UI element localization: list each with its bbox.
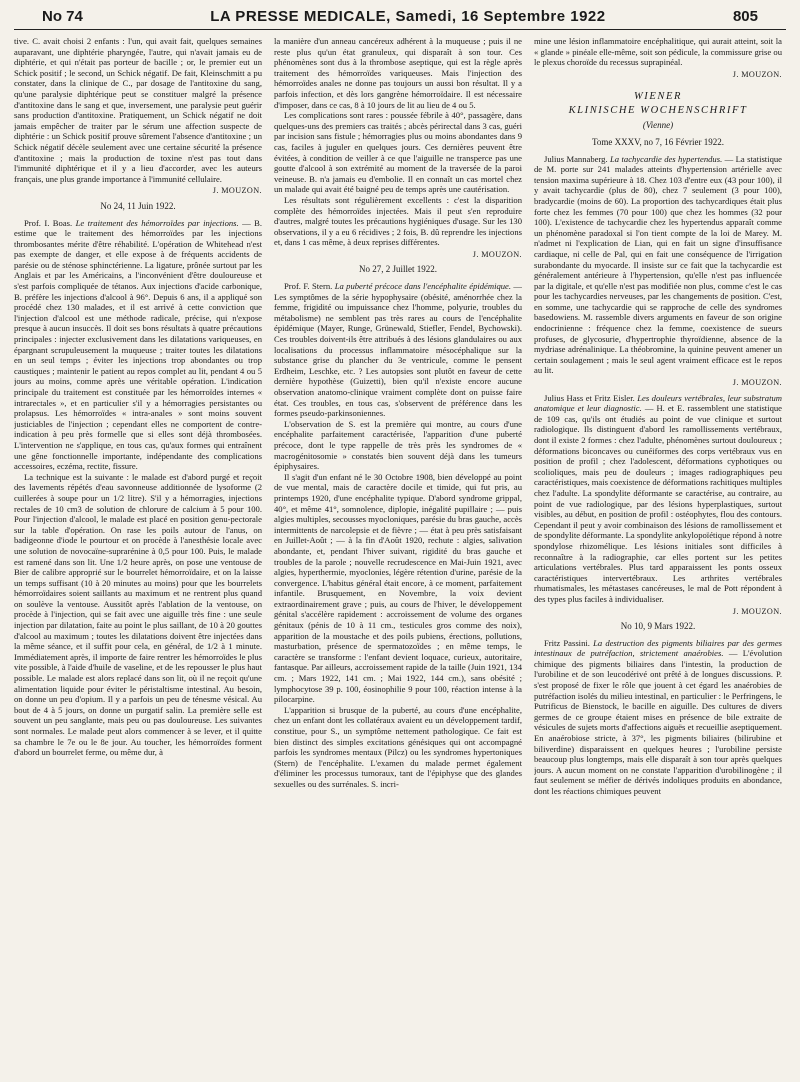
abstract-paragraph [534, 154, 782, 376]
paragraph: tive. C. avait choisi 2 enfants : l'un, qui avait fait, quelques semaines auparavant, une diphtérie pharyngée, l'autre, qui n'avait jamais eu de diphtérie, et qui n'était pas porteur de bacille ; or, le premier eut un Schick positif ; le second, un Schick négatif. De fait, Kleinschmitt a pu constater, dans la clinique de C., par dosage de l'antitoxine du sang, qu'une paralysie diphtérique peut se constituer malgré la présence d'antitoxine dans le sang et que, inversement, une paralysie peut guérir sans production d'antitoxine. Pratiquement, un Schick négatif ne doit jamais empêcher de traiter par le sérum une affection suspecte de diphtérie : un Schick positif prouve sûrement l'absence d'antitoxine ; un Schick négatif décèle seulement avec une certaine sécurité la présence d'antitoxine ; mais la production de toxine n'est pas tout dans l'immunité diphtérique et il y a lieu d'accorder, avec les auteurs français, une plus grande importance à l'immunité cellulaire. [14, 36, 262, 184]
abstract-author: Julius Mannaberg. [544, 153, 608, 164]
paragraph: La technique est la suivante : le malade est d'abord purgé et reçoit des lavements répétés d'eau savonneuse additionnée de lysoforme (2 cuillerées à soupe pour un 1/2 litre). S'il y a hémorragies, injections rectales de 10 cm3 de solution de chlorure de calcium à 5 pour 100. Pour l'injection d'alcool, le malade est placé en position genu-pectorale sur la table d'opération. On rase les poils autour de l'anus, on badigeonne d'iode le pourtour et on procède à l'anesthésie locale avec une solution de novocaïne-suprarénine à 0,5 pour 100. Puis, le malade est ramené dans son lit. Une 1/2 heure après, on pose une ventouse de Bier de calibre approprié sur le bourrelet hémorroïdaire, et on la laisse un temps suffisant (10 à 20 minutes au moins) pour que les bourrelets hémorroïdaires soient saillants au maximum et ne rentrent plus quand on soulève la ventouse. Aussitôt après l'ablation de la ventouse, on procède à l'injection, qui se fait avec une aiguille très fine : une seule injection par dilatation, faite au point le plus saillant, de 10 à 20 gouttes d'alcool au maximum ; toutes les dilatations doivent être injectées dans la même séance, et il suffit pour cela, en général, de 1/2 à 1 minute. Immédiatement après, il importe de faire rentrer les hémorroïdes le plus vite possible, à l'aide d'huile de vaseline, et de les repousser le plus haut possible. Le malade est alors replacé dans son lit, où il ne reçoit qu'une alimentation liquide pour éviter le péristaltisme intestinal. Au besoin, on donne un peu d'opium. Il y a parfois un peu de ténesme vésical. Au bout de 4 à 5 jours, on donne un purgatif salin. La première selle est souvent un peu sanglante, mais peu ou pas douloureuse. Les suivantes sont normales. Le malade peut alors commencer à se lever, et il quitte sa chambre le 7e ou le 8e jour. Au toucher, les hémorroïdes forment d'abord un bourrelet ferme, ou même dur, à [14, 471, 262, 758]
journal-city: (Vienne) [642, 120, 674, 131]
paragraph: mine une lésion inflammatoire encéphalitique, qui aurait atteint, soit la « glande » pinéale elle-même, soit son pédicule, la commissure grise ou le plexus choroïde du recessus suprapinéal. [534, 36, 782, 68]
author-signature: J. MOUZON. [212, 186, 262, 196]
article-columns [14, 30, 786, 1076]
issue-dateline: No 27, 2 Juillet 1922. [359, 264, 437, 275]
abstract-title: La destruction des pigments biliaires par des germes intestinaux de putréfaction, strictement anaérobies. [534, 637, 782, 659]
journal-masthead [534, 90, 782, 118]
paragraph: la manière d'un anneau cancéreux adhérent à la muqueuse ; puis il ne reste plus qu'un état granuleux, qui disparaît à son tour. Ces phénomènes sont dus à la thrombose aseptique, qui est la règle après traitement des hémorroïdes variqueuses. Mais l'injection des hémorroïdes anales ne donne pas toujours un aussi bon résultat. Il y a parfois infection, et dès lors gangrène hémorroïdaire. Il est nécessaire d'imposer, dans ce cas, 8 à 10 jours de lit au lieu de 4 ou 5. [274, 36, 522, 110]
abstract-body: — B. estime que le traitement des hémorroïdes par les injections thrombosantes mérite d'être réhabilité. L'opération de Whitehead n'est pas exempte de danger, et elle expose à de fréquents accidents de parésie ou de sténose sphinctérienne. La ligature, prônée surtout par les Anglais et par les Américains, a l'inconvénient d'être douloureuse et s'est parfois compliquée de tétanos. Aux injections d'acide carbonique, B. préfère les injections d'alcool à 96°. Depuis 6 ans, il a appliqué son procédé chez 130 malades, et il est arrivé à cette conviction que l'injection d'alcool est une méthode radicale, précise, qui n'expose presque à aucun insuccès. Il doit ses bons résultats à quatre précautions principales : injecter exclusivement dans les dilatations variqueuses, en épargnant scrupuleusement la muqueuse ; traiter toutes les dilatations en un seul temps ; éviter les injections trop abondantes ou trop caustiques ; maintenir le patient au repos complet au lit, pendant 4 ou 5 jours au moins, comme après une véritable opération. L'indication principale du traitement est constituée par les hémorroïdes internes « intrarectales », et en particulier s'il y a hémorragies persistantes ou prolapsus. Les hémorroïdes « intra-anales » sont moins souvent justiciables de l'injection ; cependant elles ne comportent de contre-indication à peu près formelle que si elles sont déjà thrombosées. L'intervention ne s'applique, en tous cas, qu'aux formes qui entraînent une gêne fonctionnelle importante, indépendante des complications accessoires, eczéma, rectite, fissure. [14, 217, 262, 472]
column-3 [534, 36, 782, 1076]
paragraph: Il s'agit d'un enfant né le 30 Octobre 1908, bien développé au point de vue mental, mais de caractère docile et timide, qui fut pris, au printemps 1920, d'une encéphalite typique. D'abord syndrome grippal, 40°, et même 41°, somnolence, diplopie, inégalité pupillaire ; — puis algies multiples, secousses myocloniques, parésie du bras gauche, accès intermittents de narcolepsie et de fièvre ; — état à peu près satisfaisant en Juillet-Août ; — à la fin d'Août 1920, rechute : algies, salivation abondante, et, pendant l'hiver suivant, rigidité du bras gauche et troubles de la parole ; nouvelle recrudescence en Mai-Juin 1921, avec algies, hyperthermie, myoclonies, légère rétention d'urine, parésie de la convergence. L'habitus général était encore, à ce moment, parfaitement infantile. Brusquement, en Novembre, la voix devient extraordinairement grave ; puis, au cours de l'hiver, le développement génital s'accélère rapidement : accroissement de volume des organes génitaux (pénis de 10 à 11 cm., testicules gros comme des noix), apparition de la moustache et des poils pubiens, érections, pollutions, masturbation, présence de spermatozoïdes ; en même temps, le caractère se transforme : l'enfant devient loquace, curieux, autoritaire, fantasque. Par ailleurs, accroissement rapide de la taille (Juin 1921, 134 cm. ; Mars 1922, 141 cm. ; Mai 1922, 144 cm.), sans obésité ; lymphocytose 39 p. 100, éosinophilie 9 pour 100, réaction intense à la pilocarpine. [274, 471, 522, 705]
author-signature: J. MOUZON. [472, 249, 522, 259]
abstract-paragraph [534, 393, 782, 605]
column-2 [274, 36, 522, 1076]
masthead-line-2: KLINISCHE WOCHENSCHRIFT [568, 105, 748, 117]
paragraph: L'apparition si brusque de la puberté, au cours d'une encéphalite, chez un enfant dont les collatéraux avaient eu un développement tardif, constitue, pour S., un symptôme nettement pathologique. Ce fait est bien distinct des simples excitations génésiques qui ont accompagné parfois les syndromes mentaux (Pilcz) ou les syndromes hypertoniques (Stern) de l'encéphalite. L'examen du malade permet également d'éliminer les processus tumoraux, tant de l'épiphyse que des glandes sexuelles ou des surrénales. S. incri- [274, 704, 522, 789]
abstract-body: — H. et E. rassemblent une statistique de 109 cas, qu'ils ont étudiés au point de vue clinique et surtout radiologique. Ils distinguent d'abord les ramollissements vertébraux, dont il existe 2 formes : chez l'adulte, phénomènes surtout douloureux ; déformations biconcaves ou cunéiformes des corps vertébraux vus en position de profil ; chez l'adolescent, déformations cyphotiques ou scolioliques, mais peu de douleurs ; images radiographiques peu caractéristiques, mais coexistence de déformations rachitiques multiples chez l'adulte. La spondylite déformante se caractérise, au contraire, au point de vue radiologique, par des lésions hyperplastiques, surtout visibles, au début, en position de profil : ostéophytes, flou des contours. Cependant il peut y avoir combinaison des lésions de ramollissement et de spondylite déformante. La spondylite ankylopoïétique répond à notre spondylose rhizomélique. Les lésions initiales sont difficiles à reconnaître à la radiographie, car elles portent sur les petites articulations vertébrales. Plus tard apparaissent les ponts osseux caractéristiques intervertébraux. Les arthrites vertébrales rhumatismales, les métastases cancéreuses, le mal de Pott répondent à des types plus faciles à individualiser. [534, 403, 782, 604]
issue-dateline: Tome XXXV, no 7, 16 Février 1922. [592, 136, 724, 147]
issue-dateline: No 10, 9 Mars 1922. [620, 621, 696, 632]
abstract-body: — La statistique de M. porte sur 241 malades atteints d'hypertension artérielle avec tension maxima supérieure à 18. Chez 103 d'entre eux (43 pour 100), il y avait tachycardie (plus de 80), chez 7 seulement (3 pour 100), bradycardie (moins de 60). La proportion des tachycardiques était plus forte chez les femmes (70 pour 100) que chez les hommes (32 pour 100). L'existence de tachycardie chez les hypertendus apparaît comme un phénomène paradoxal si l'on tient compte de la loi de Marey. M. n'admet ni l'explication de Lian, qui en fait un signe d'insuffisance cardiaque, ni celle de Pal, qui en fait une conséquence de l'irrigation surabondante du myocarde. Il insiste sur ce fait que la tachycardie est généralement antérieure à l'hypertension, qu'elle n'est pas influencée par la digitale, et qu'elle n'est pas modifiée non plus, comme c'est le cas pour les tachycardies nerveuses, par les changements de position. C'est, en somme, une tachycardie qui se rapproche de celle des syndromes basedowiens. M. rassemble divers arguments en faveur de son origine endocrinienne : fréquence chez la femme, coexistence de sueurs profuses, de glycosurie, d'hypertrophie thyroïdienne, absence de la mydriase adrénalinique. La théobromine, la quinine peuvent amener un certain soulagement ; mais le seul agent vraiment efficace est le repos au lit. [534, 153, 782, 376]
abstract-author: Fritz Passini. [544, 637, 590, 648]
abstract-title: La tachycardie des hypertendus. [610, 153, 723, 164]
author-signature: J. MOUZON. [732, 378, 782, 388]
paragraph: Les résultats sont régulièrement excellents : c'est la disparition complète des hémorroïdes injectées. Mais il peut s'en reproduire d'autres, malgré toutes les précautions hygiéniques d'usage. Sur les 130 observations, il y a eu 6 récidives ; 2 fois, B. dû reprendre les injections et, dans 1 cas même, à deux reprises différentes. [274, 194, 522, 248]
issue-number: No 74 [42, 8, 83, 25]
abstract-title: Le traitement des hémorroïdes par injections. [75, 217, 239, 228]
abstract-body: — L'évolution chimique des pigments biliaires dans l'intestin, la production de l'urobiline et de son leucodérivé ont prêté à de longues discussions. P. s'est proposé de fixer le rôle que jouent à cet égard les anaérobies de putréfaction isolés du milieu intestinal, en particulier : le Perfringens, le Putrificus de Bienstock, le bacille en aiguille. Des cultures de divers germes de ce groupe étaient mises en présence de bile extraite de vésicules de sujets morts d'affections aiguës et recueillie aseptiquement. En anaérobiose stricte, à 37°, les pigments biliaires (bilirubine et biliverdine) disparaissent en quelques heures ; l'urobiline persiste beaucoup plus longtemps, mais elle disparaît à son tour après quelques jours. A aucun moment on ne constate l'apparition d'urobilinogène ; il faut seulement se méfier de dérivés indoliques produits en abondance, dont les réactions chimiques peuvent [534, 648, 782, 796]
abstract-author: Prof. I. Boas. [24, 217, 73, 228]
column-1 [14, 36, 262, 1076]
author-signature: J. MOUZON. [732, 606, 782, 616]
abstract-paragraph [534, 638, 782, 797]
issue-dateline: No 24, 11 Juin 1922. [100, 200, 176, 211]
masthead-line-1: WIENER [633, 91, 683, 103]
abstract-paragraph [274, 281, 522, 419]
abstract-title: Les douleurs vertébrales, leur substratum anatomique et leur diagnostic. [534, 392, 782, 414]
abstract-body: — Les symptômes de la série hypophysaire (obésité, aménorrhée chez la femme, frigidité ou impuissance chez l'homme, polyurie, troubles du métabolisme) ne semblent pas très rares au cours de l'encéphalite épidémique (Mayer, Runge, Grünewald, Stiefler, Fendel, Bychowski). Ces troubles doivent-ils être attribués à des lésions glandulaires ou aux localisations du processus inflammatoire mésocéphalique sur la substance grise du plancher du 3e ventricule, comme le pensent Erdheim, Leschke, etc. ? Les autopsies sont plutôt en faveur de cette dernière hypothèse (Guizetti), bien qu'il n'existe encore aucune observation anatomo-clinique vraiment complète dont on puisse faire état. Ces troubles, en tous cas, s'observent de préférence dans les formes pseudo-parkinsoniennes. [274, 281, 522, 419]
page-header [14, 6, 786, 30]
journal-title: LA PRESSE MEDICALE, Samedi, 16 Septembre 1922 [210, 8, 606, 25]
abstract-author: Prof. F. Stern. [284, 281, 333, 292]
abstract-title: La puberté précoce dans l'encéphalite épidémique. [334, 281, 512, 292]
paragraph: L'observation de S. est la première qui montre, au cours d'une encéphalite parfaitement caractérisée, l'apparition d'une puberté précoce, dont le type rappelle de très près les syndromes de « macrogénitosomie » constatés bien souvent déjà dans les tumeurs épiphysaires. [274, 418, 522, 472]
abstract-paragraph [14, 218, 262, 472]
page-number: 805 [732, 8, 758, 25]
paragraph: Les complications sont rares : poussée fébrile à 40°, passagère, dans quelques-uns des premiers cas traités ; abcès périrectal dans 3 cas, guéri par incision sans fistule ; hémorragies plus ou moins abondantes dans 9 cas, faciles à juguler en quelques jours. Ces dernières peuvent être évitées, à condition de veiller à ce que l'aiguille ne transperce pas une goutte d'alcool à son extrémité au moment de la traversée de la paroi veineuse. B. n'a jamais eu d'embolie. Il en connaît un cas mortel chez un malade qui avait été baigné peu de temps après une cautérisation. [274, 110, 522, 195]
abstract-author: Julius Hass et Fritz Eisler. [544, 392, 635, 403]
author-signature: J. MOUZON. [732, 69, 782, 79]
